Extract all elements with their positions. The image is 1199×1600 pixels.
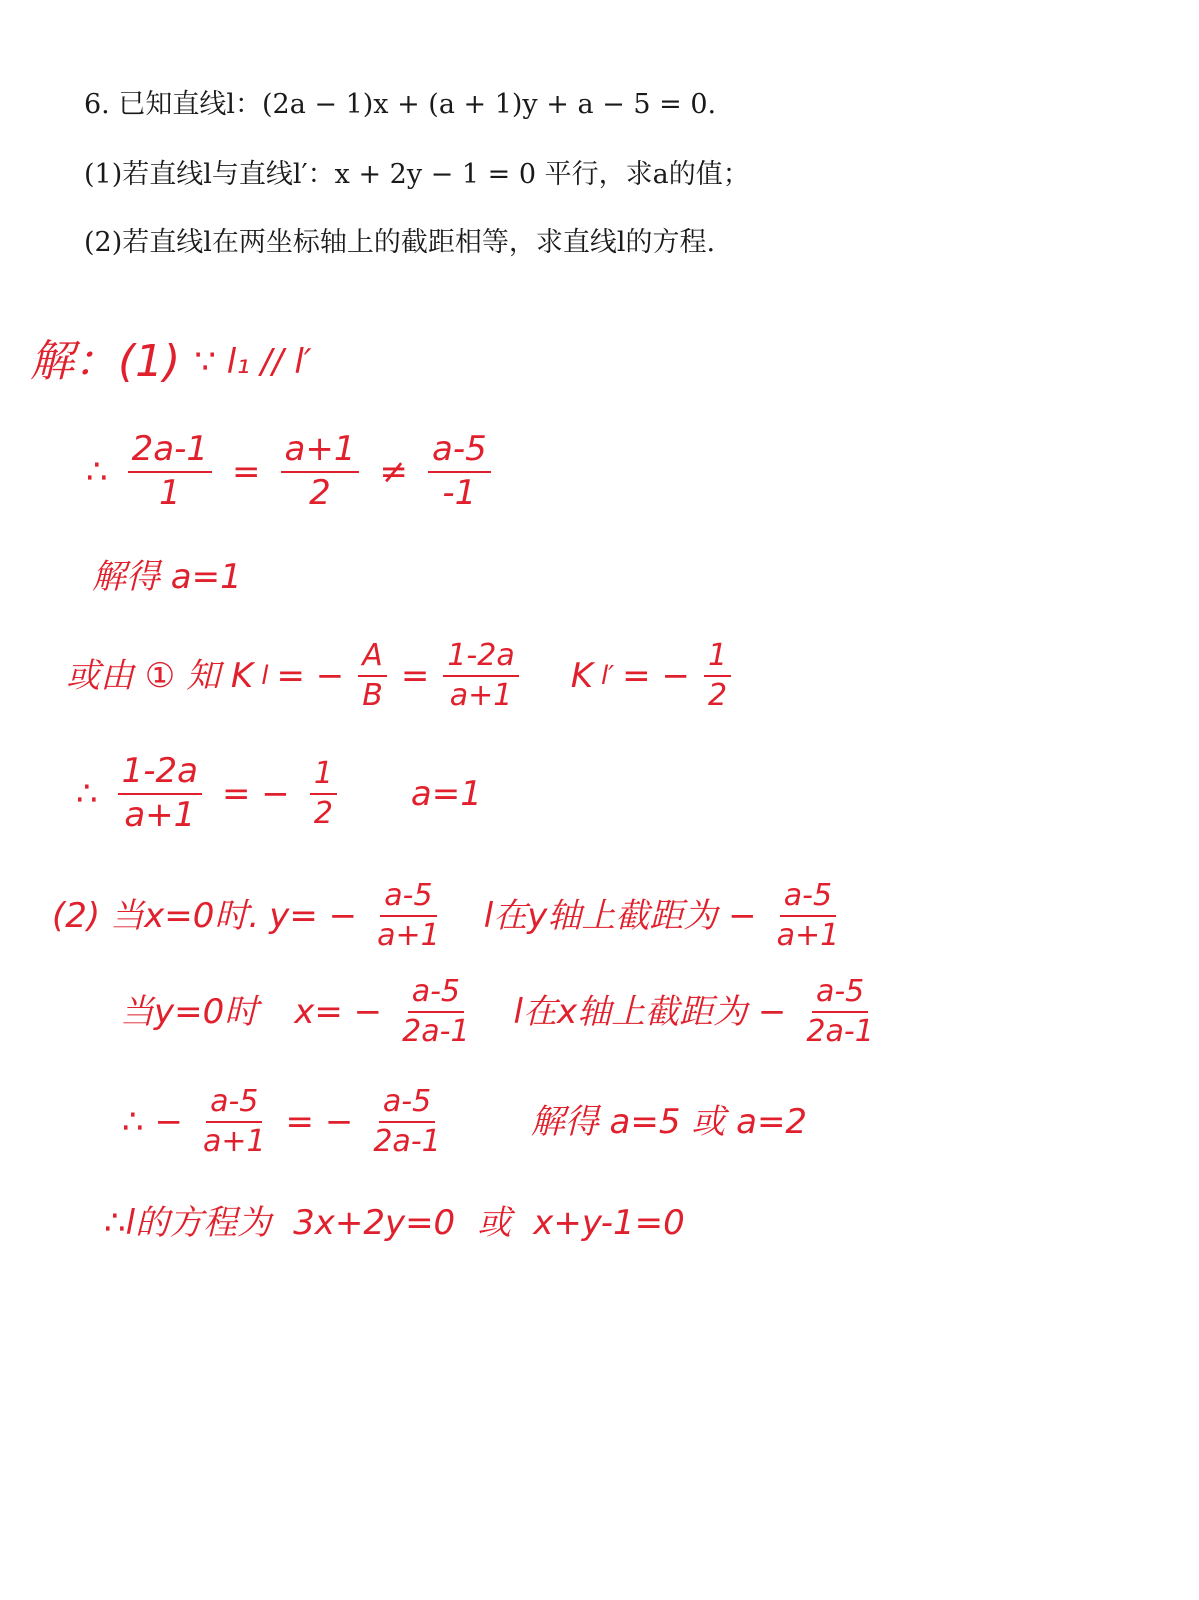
problem-part2: (2)若直线l在两坐标轴上的截距相等，求直线l的方程. bbox=[84, 227, 716, 258]
equals-minus: = − bbox=[276, 655, 345, 696]
fraction-eq-left: $\frac{a-5}{a+1}$ bbox=[202, 1084, 266, 1159]
fraction-y-intercept-2: $\frac{a-5}{a+1}$ bbox=[776, 878, 840, 953]
fraction-1-2a-over-a+1-b: $\frac{1-2a}{a+1}$ bbox=[118, 754, 202, 833]
fraction-x-intercept-2: $\frac{a-5}{2a-1}$ bbox=[806, 974, 874, 1049]
equals-sign-2: = bbox=[400, 655, 430, 696]
fraction-2a-1-over-1: $\frac{2a-1}{1}$ bbox=[128, 432, 212, 511]
part2-line4 bbox=[104, 1203, 685, 1243]
equation-1: 3x+2y=0 bbox=[293, 1203, 456, 1243]
solution-label: 解：(1) bbox=[30, 336, 181, 387]
fraction-1-over-2-b: $\frac{1}{2}$ bbox=[310, 758, 337, 829]
part2-label: (2) bbox=[52, 895, 101, 936]
equals-minus-4: = − bbox=[285, 1101, 354, 1142]
when-x-zero: 当x=0时. bbox=[110, 895, 260, 936]
equation-2: x+y-1=0 bbox=[533, 1203, 685, 1243]
result-a-equals-1: a=1 bbox=[410, 773, 482, 814]
fraction-1-2a-over-a+1: $\frac{1-2a}{a+1}$ bbox=[443, 640, 518, 711]
when-y-zero: 当y=0时 bbox=[120, 991, 259, 1032]
not-equal-sign: ≠ bbox=[379, 451, 408, 492]
slope-intro: 或由 ① 知 K bbox=[66, 655, 254, 696]
y-equals-minus: y= − bbox=[269, 895, 358, 936]
therefore-symbol: ∴ bbox=[86, 451, 108, 492]
solution-line4 bbox=[66, 640, 737, 711]
part2-line3 bbox=[122, 1086, 807, 1157]
solution-line1 bbox=[30, 336, 312, 387]
fraction-x-intercept: $\frac{a-5}{2a-1}$ bbox=[402, 974, 470, 1049]
parallel-statement: ∵ l₁ // l′ bbox=[194, 342, 312, 382]
fraction-A-over-B: $\frac{A}{B}$ bbox=[358, 640, 387, 711]
or-word: 或 bbox=[477, 1203, 512, 1243]
x-intercept-text: l在x轴上截距为 − bbox=[513, 991, 787, 1032]
fraction-eq-right: $\frac{a-5}{2a-1}$ bbox=[373, 1084, 441, 1159]
equation-intro: ∴l的方程为 bbox=[104, 1203, 272, 1243]
part2-line2 bbox=[120, 976, 884, 1047]
problem-part1: (1)若直线l与直线l′：x + 2y − 1 = 0 平行，求a的值； bbox=[84, 159, 750, 190]
therefore-minus: ∴ − bbox=[122, 1101, 183, 1142]
equals-minus-2: = − bbox=[622, 655, 690, 696]
equals-sign: = bbox=[232, 451, 261, 492]
slope-prime-subscript: l′ bbox=[601, 660, 615, 691]
x-equals-minus: x= − bbox=[294, 991, 383, 1032]
fraction-a+1-over-2: $\frac{a+1}{2}$ bbox=[281, 432, 360, 511]
part2-line1 bbox=[52, 880, 849, 951]
solution-line2 bbox=[86, 429, 497, 513]
fraction-1-over-2: $\frac{1}{2}$ bbox=[704, 640, 731, 711]
fraction-a-5-over-neg1: $\frac{a-5}{-1}$ bbox=[428, 432, 491, 511]
part2-result: 解得 a=5 或 a=2 bbox=[530, 1101, 808, 1142]
solution-line3: 解得 a=1 bbox=[92, 557, 242, 597]
slope-subscript: l bbox=[261, 660, 269, 691]
y-intercept-text: l在y轴上截距为 − bbox=[483, 895, 757, 936]
equals-minus-3: = − bbox=[222, 773, 290, 814]
fraction-y-intercept: $\frac{a-5}{a+1}$ bbox=[377, 878, 440, 953]
therefore-symbol-2: ∴ bbox=[76, 773, 98, 814]
problem-title: 6. 已知直线l：(2a − 1)x + (a + 1)y + a − 5 = 0. bbox=[84, 89, 717, 120]
solution-line5 bbox=[76, 751, 482, 835]
slope-k-prime: K bbox=[570, 655, 594, 696]
